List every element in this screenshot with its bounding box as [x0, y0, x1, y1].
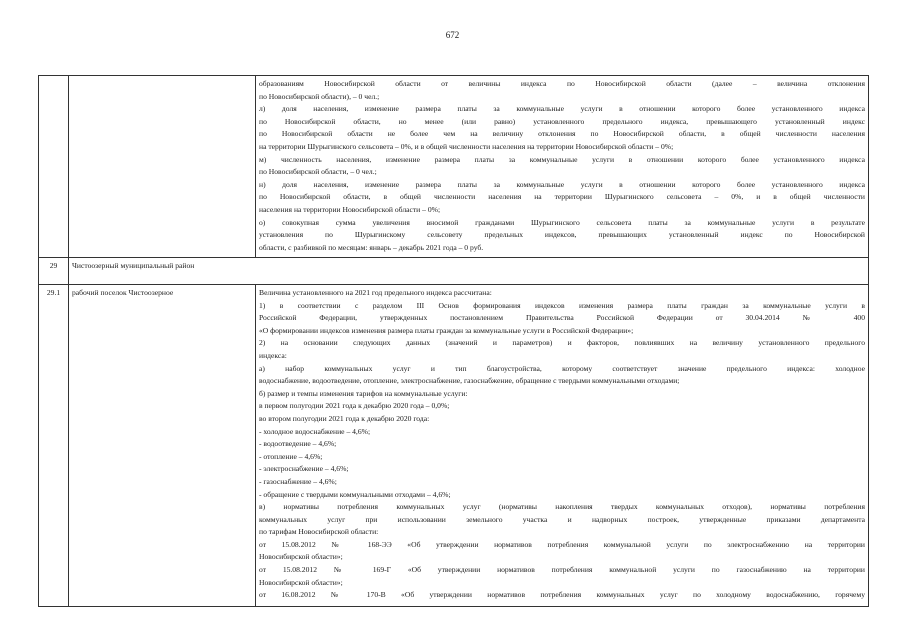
text-line: - холодное водоснабжение – 4,6%; — [259, 426, 371, 436]
text-line: - водоотведение – 4,6%; — [259, 439, 337, 449]
text-line: по Новосибирской области), – 0 чел.; — [259, 91, 380, 101]
text-line: от 15.08.2012 № 169-Г «Об утверждении нормативов потребления коммунальной услуги по газоснабжению на территории — [259, 565, 865, 575]
text-line: по Новосибирской области, – 0 чел.; — [259, 167, 377, 177]
text-line: в первом полугодии 2021 года к декабрю 2020 года – 0,0%; — [259, 401, 450, 411]
text-line: области, с разбивкой по месяцам: январь – декабрь 2021 года – 0 руб. — [259, 242, 484, 252]
text-line: - отопление – 4,6%; — [259, 451, 323, 461]
text-line: по Новосибирской области, но менее (или равно) установленного предельного индекса, превышающего установленный индекс — [259, 116, 865, 126]
text-line: - газоснабжение – 4,6%; — [259, 476, 337, 486]
text-line: Новосибирской области»; — [259, 577, 343, 587]
text-line: на территории Шурыгинского сельсовета – 0%, и в общей численности населения на территории Новосибирской области – 0%; — [259, 141, 674, 151]
text-line: от 15.08.2012 № 168-ЭЭ «Об утверждении нормативов потребления коммунальной услуги по электроснабжению на территории — [259, 539, 865, 549]
text-line: по Новосибирской области не более чем на величину отклонения по Новосибирской области, в общей численности населения — [259, 129, 865, 139]
table-body — [39, 76, 869, 607]
text-line: во втором полугодии 2021 года к декабрю 2020 года: — [259, 413, 430, 423]
text-line: водоснабжение, водоотведение, отопление, электроснабжение, газоснабжение, обращение с твердыми коммунальными отходами; — [259, 376, 680, 386]
text-line: 2) на основании следующих данных (значений и параметров) и факторов, повлиявших на величину установленного предельного — [259, 338, 865, 348]
indices-table — [38, 75, 869, 607]
index-description-cell — [256, 285, 869, 607]
text-line: в) нормативы потребления коммунальных услуг (нормативы накопления твердых коммунальных отходов), нормативы потребления — [259, 502, 865, 512]
row-number-cell: 29 — [39, 258, 69, 285]
text-line: по тарифам Новосибирской области: — [259, 527, 379, 537]
locality-name-cell — [69, 76, 256, 258]
locality-name-cell: рабочий поселок Чистоозерное — [69, 285, 256, 607]
text-line: л) доля населения, изменение размера платы за коммунальные услуги в отношении которого более установленного индекса — [259, 104, 865, 114]
text-line: 1) в соответствии с разделом III Основ формирования индексов изменения размера платы граждан за коммунальные услуги в — [259, 300, 865, 310]
text-line: б) размер и темпы изменения тарифов на коммунальные услуги: — [259, 388, 468, 398]
text-line: а) набор коммунальных услуг и тип благоустройства, которому соответствует значение предельного индекса: холодное — [259, 363, 865, 373]
text-line: установления по Шурыгинскому сельсовету предельных индексов, превышающих установленный индекс по Новосибирской — [259, 230, 865, 240]
text-line: м) численность населения, изменение размера платы за коммунальные услуги в отношении которого более установленного индекса — [259, 154, 865, 164]
text-line: Новосибирской области»; — [259, 552, 343, 562]
text-line: от 16.08.2012 № 170-В «Об утверждении нормативов потребления коммунальных услуг по холодному водоснабжению, горячему — [259, 590, 865, 600]
text-line: о) совокупная сумма увеличения вносимой гражданами Шурыгинского сельсовета платы за коммунальные услуги в результате — [259, 217, 865, 227]
text-line: «О формировании индексов изменения размера платы граждан за коммунальные услуги в Российской Федерации»; — [259, 325, 634, 335]
row-number-cell: 29.1 — [39, 285, 69, 607]
text-line: населения на территории Новосибирской области – 0%; — [259, 204, 441, 214]
text-line: по Новосибирской области, в общей численности населения на территории Шурыгинского сельсовета – 0%, и в общей численности — [259, 192, 865, 202]
table-row — [39, 258, 869, 285]
index-description-cell — [256, 76, 869, 258]
text-line: - электроснабжение – 4,6%; — [259, 464, 349, 474]
text-line: образованиям Новосибирской области от величины индекса по Новосибирской области (далее – величина отклонения — [259, 79, 865, 88]
locality-name-cell: Чистоозерный муниципальный район — [69, 258, 869, 285]
table-row — [39, 285, 869, 607]
text-line: Величина установленного на 2021 год предельного индекса рассчитана: — [259, 288, 492, 297]
text-line: коммунальных услуг при использовании земельного участка и надворных построек, утвержденные приказами департамента — [259, 514, 865, 524]
row-number-cell — [39, 76, 69, 258]
table-row — [39, 76, 869, 258]
text-line: Российской Федерации, утвержденных постановлением Правительства Российской Федерации от 30.04.2014 № 400 — [259, 313, 865, 323]
text-line: - обращение с твердыми коммунальными отходами – 4,6%; — [259, 489, 451, 499]
text-line: индекса: — [259, 350, 287, 360]
text-line: н) доля населения, изменение размера платы за коммунальные услуги в отношении которого более установленного индекса — [259, 179, 865, 189]
page-number: 672 — [445, 30, 460, 40]
